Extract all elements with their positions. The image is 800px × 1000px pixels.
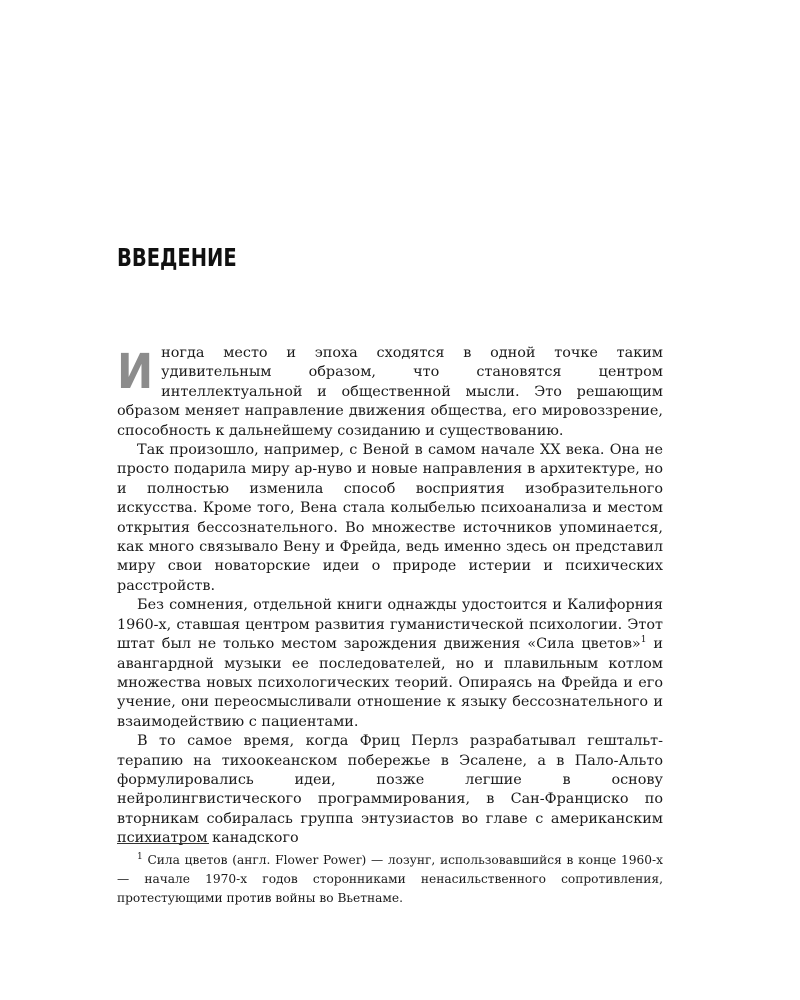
paragraph-3-text-a: Без сомнения, отдельной книги однажды удостоится и Калифорния 1960-х, ставшая центром развития гуманистической психологии. Этот штат был не только местом зарождения движения «Сила цветов» [117, 597, 663, 653]
chapter-title: ВВЕДЕНИЕ [117, 243, 237, 272]
paragraph-1-text: ногда место и эпоха сходятся в одной точке таким удивительным образом, что становятся центром интеллектуальной и общественной мысли. Это решающим образом меняет направление движения общества, его мировоззрение, способность к дальнейшему созиданию и существованию. [117, 345, 663, 439]
paragraph-2: Так произошло, например, с Веной в самом начале XX века. Она не просто подарила миру ар-нуво и новые направления в архитектуре, но и полностью изменила способ восприятия изобразительного искусства. Кроме того, Вена стала колыбелью психоанализа и местом открытия бессознательного. Во множестве источников упоминается, как много связывало Вену и Фрейда, ведь именно здесь он представил миру свои новаторские идеи о природе истерии и психических расстройств. [117, 442, 663, 594]
paragraph-3-text-b: и авангардной музыки ее последователей, но и плавильным котлом множества новых психологических теорий. Опираясь на Фрейда и его учение, они переосмысливали отношение к языку бессознательного и взаимодействию с пациентами. [117, 636, 663, 730]
footnote-divider [117, 843, 209, 844]
drop-cap: И [117, 344, 154, 400]
footnote [117, 851, 663, 908]
footnote-reference[interactable]: 1 [640, 635, 647, 646]
paragraph-3 [117, 596, 663, 732]
paragraph-4: В то самое время, когда Фриц Перлз разрабатывал гештальт-терапию на тихоокеанском побережье в Эсалене, а в Пало-Альто формулировались идеи, позже легшие в основу нейролингвистического программирования, в Сан-Франциско по вторникам собиралась группа энтузиастов во главе с американским психиатром канадского [117, 733, 663, 847]
chapter-body [117, 344, 663, 849]
footnote-number: 1 [137, 851, 143, 862]
footnote-text: Сила цветов (англ. Flower Power) — лозунг, использовавшийся в конце 1960-х — начале 1970-х годов сторонниками ненасильственного сопротивления, протестующими против войны во Вьетнаме. [117, 853, 663, 905]
paragraph-1 [117, 344, 663, 441]
